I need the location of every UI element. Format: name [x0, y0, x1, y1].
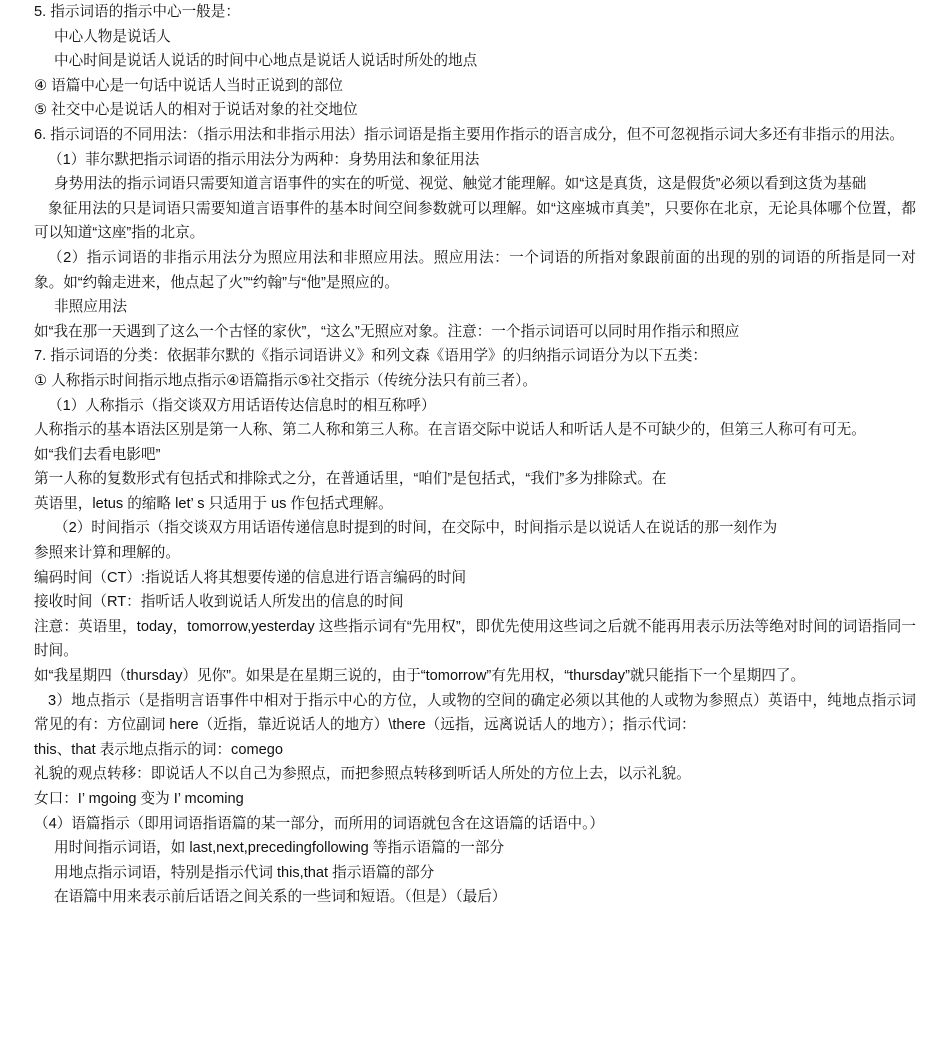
paragraph: 接收时间（RT：指听话人收到说话人所发出的信息的时间 — [34, 594, 404, 611]
paragraph: 如“我星期四（thursday）见你”。如果是在星期三说的，由于“tomorrow”有先用权，“thursday”就只能指下一个星期四了。 — [34, 668, 806, 685]
paragraph: （1）菲尔默把指示词语的指示用法分为两种：身势用法和象征用法 — [48, 151, 480, 168]
paragraph: 中心人物是说话人 — [54, 28, 171, 45]
paragraph: （2）指示词语的非指示用法分为照应用法和非照应用法。照应用法：一个词语的所指对象跟前面的出现的别的词语的所指是同一对象。如“约翰走进来，他点起了火”“约翰”与“他”是照应的。 — [34, 249, 916, 291]
paragraph: 中心时间是说话人说话的时间中心地点是说话人说话时所处的地点 — [54, 53, 478, 70]
paragraph: 如“我们去看电影吧” — [34, 446, 161, 463]
paragraph: 礼貌的观点转移：即说话人不以自己为参照点，而把参照点转移到听话人所处的方位上去，以示礼貌。 — [34, 766, 691, 783]
paragraph: （2）时间指示（指交谈双方用话语传递信息时提到的时间，在交际中，时间指示是以说话人在说话的那一刻作为 — [54, 520, 778, 537]
paragraph: 非照应用法 — [54, 299, 127, 316]
heading-5: 5. 指示词语的指示中心一般是： — [34, 4, 240, 20]
paragraph: 女口：I’ mgoing 变为 I’ mcoming — [34, 791, 244, 807]
paragraph: 第一人称的复数形式有包括式和排除式之分，在普通话里，“咱们”是包括式，“我们”多为排除式。在 — [34, 471, 667, 488]
list-item: ⑤ 社交中心是说话人的相对于说话对象的社交地位 — [34, 102, 358, 119]
paragraph: 注意：英语里，today，tomorrow,yesterday 这些指示词有“先用权”，即优先使用这些词之后就不能再用表示历法等绝对时间的词语指同一时间。 — [34, 618, 916, 660]
paragraph: （1）人称指示（指交谈双方用话语传达信息时的相互称呼） — [48, 397, 436, 414]
heading-7: 7. 指示词语的分类：依据菲尔默的《指示词语讲义》和列文森《语用学》的归纳指示词语分为以下五类： — [34, 348, 707, 365]
paragraph: 用时间指示词语，如 last,next,precedingfollowing 等指示语篇的一部分 — [54, 840, 505, 857]
paragraph: this、that 表示地点指示的词：comego — [34, 741, 283, 758]
paragraph: 象征用法的只是词语只需要知道言语事件的基本时间空间参数就可以理解。如“这座城市真美”，只要你在北京，无论具体哪个位置，都可以知道“这座”指的北京。 — [34, 200, 916, 242]
paragraph: 参照来计算和理解的。 — [34, 545, 180, 562]
list-item: ① 人称指示时间指示地点指示④语篇指示⑤社交指示（传统分法只有前三者）。 — [34, 372, 538, 389]
heading-6: 6. 指示词语的不同用法：（指示用法和非指示用法）指示词语是指主要用作指示的语言成分，但不可忽视指示词大多还有非指示的用法。 — [34, 126, 904, 143]
document-page — [34, 0, 916, 910]
list-item: ④ 语篇中心是一句话中说话人当时正说到的部位 — [34, 77, 344, 94]
paragraph: 如“我在那一天遇到了这么一个古怪的家伙”，“这么”无照应对象。注意：一个指示词语可以同时用作指示和照应 — [34, 323, 740, 340]
paragraph: 3）地点指示（是指明言语事件中相对于指示中心的方位，人或物的空间的确定必须以其他的人或物为参照点）英语中，纯地点指示词常见的有：方位副词 here（近指，靠近说话人的地方）\there（远指，远离说话人的地方）；指示代词： — [34, 692, 916, 734]
paragraph: 编码时间（CT）:指说话人将其想要传递的信息进行语言编码的时间 — [34, 569, 467, 586]
paragraph: 在语篇中用来表示前后话语之间关系的一些词和短语。（但是）（最后） — [54, 889, 507, 906]
paragraph: 用地点指示词语，特别是指示代词 this,that 指示语篇的部分 — [54, 864, 435, 881]
paragraph: 英语里，letus 的缩略 let’ s 只适用于 us 作包括式理解。 — [34, 495, 393, 512]
paragraph: 人称指示的基本语法区别是第一人称、第二人称和第三人称。在言语交际中说话人和听话人是不可缺少的，但第三人称可有可无。 — [34, 422, 866, 439]
paragraph: （4）语篇指示（即用词语指语篇的某一部分，而所用的词语就包含在这语篇的话语中。） — [34, 815, 604, 832]
paragraph: 身势用法的指示词语只需要知道言语事件的实在的听觉、视觉、触觉才能理解。如“这是真货，这是假货”必须以看到这货为基础 — [54, 176, 867, 193]
